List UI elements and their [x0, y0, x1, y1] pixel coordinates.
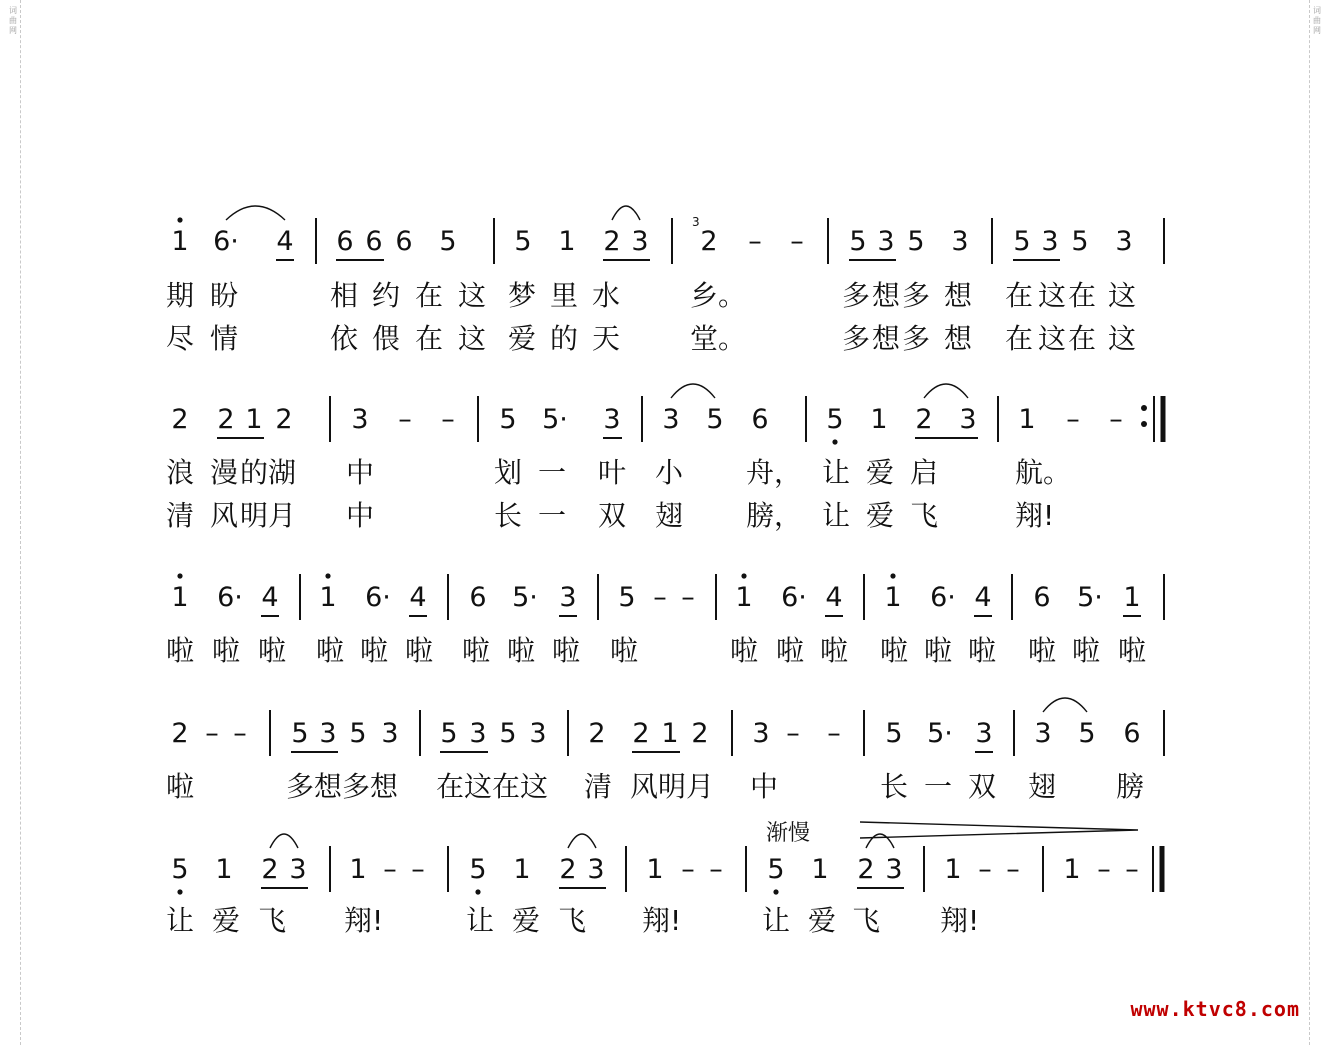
note: 1: [171, 226, 189, 257]
lyric-syllable: 啦: [610, 634, 639, 667]
octave-dot: [475, 889, 480, 894]
tempo-marking: 渐慢: [766, 821, 811, 846]
note: 3: [951, 226, 969, 257]
note: 5: [885, 718, 903, 749]
repeat-dot: [1141, 421, 1147, 427]
note: 2: [171, 404, 189, 435]
note: 2: [603, 226, 621, 257]
note: –: [411, 854, 425, 885]
lyric-syllable: 翅: [1028, 770, 1057, 803]
note: 2: [275, 404, 293, 435]
note: 1: [870, 404, 888, 435]
note: 3: [587, 854, 605, 885]
octave-dot: [325, 573, 330, 578]
lyric-syllable: 啦: [924, 634, 953, 667]
note: 3: [351, 404, 369, 435]
octave-dot: [177, 217, 182, 222]
note: 1: [884, 582, 902, 613]
note: 2: [588, 718, 606, 749]
lyric-syllable: 多想多想: [286, 770, 399, 803]
lyric-syllable: 啦: [1028, 634, 1057, 667]
note: 1: [646, 854, 664, 885]
lyric-syllable: 爱: [508, 322, 537, 355]
lyric-syllable: 啦: [1072, 634, 1101, 667]
lyric-syllable: 膀，: [746, 499, 803, 532]
note: 1: [811, 854, 829, 885]
lyric-syllable: 叶: [598, 456, 627, 489]
lyric-syllable: 飞: [558, 904, 587, 937]
lyric-syllable: 一: [538, 499, 567, 532]
note: –: [681, 582, 695, 613]
note: 1: [513, 854, 531, 885]
note: 5: [618, 582, 636, 613]
lyric-syllable: 双: [968, 770, 997, 803]
lyric-syllable: 啦: [462, 634, 491, 667]
repeat-dot: [1141, 405, 1147, 411]
lyric-syllable: 啦: [507, 634, 536, 667]
lyric-syllable: 这: [458, 279, 487, 312]
note: 1: [1063, 854, 1081, 885]
lyric-syllable: 这: [1038, 322, 1067, 355]
lyric-syllable: 啦: [968, 634, 997, 667]
note: 4: [261, 582, 279, 613]
lyric-syllable: 啦: [776, 634, 805, 667]
lyric-syllable: 翔!: [344, 904, 384, 937]
lyric-syllable: 划: [494, 456, 523, 489]
lyric-syllable: 啦: [166, 770, 195, 803]
note: 6·: [365, 582, 391, 613]
lyric-syllable: 相: [330, 279, 359, 312]
lyric-syllable: 在: [1005, 322, 1034, 355]
note: 5: [826, 404, 844, 435]
note: –: [398, 404, 412, 435]
note: 3: [631, 226, 649, 257]
note: 5·: [542, 404, 568, 435]
lyric-syllable: 梦: [508, 279, 537, 312]
lyric-syllable: 啦: [405, 634, 434, 667]
lyric-syllable: 的: [550, 322, 579, 355]
lyric-syllable: 这: [1108, 279, 1137, 312]
note: 2: [261, 854, 279, 885]
lyric-syllable: 启: [910, 456, 939, 489]
note: 1: [349, 854, 367, 885]
note: 5: [439, 226, 457, 257]
lyric-syllable: 爱: [866, 499, 895, 532]
lyric-syllable: 一: [924, 770, 953, 803]
note: 3: [1041, 226, 1059, 257]
note: 4: [825, 582, 843, 613]
lyric-syllable: 爱: [212, 904, 241, 937]
note: –: [233, 718, 247, 749]
lyric-syllable: 啦: [166, 634, 195, 667]
lyric-syllable: 在这在这: [436, 770, 549, 803]
note: 5: [849, 226, 867, 257]
note: 3: [319, 718, 337, 749]
lyric-syllable: 清: [584, 770, 613, 803]
note: 5: [514, 226, 532, 257]
lyric-syllable: 中: [346, 456, 375, 489]
note: –: [790, 226, 804, 257]
note: 6·: [217, 582, 243, 613]
octave-dot: [741, 573, 746, 578]
lyric-syllable: 飞: [852, 904, 881, 937]
note: –: [1066, 404, 1080, 435]
note: –: [383, 854, 397, 885]
lyric-syllable: 在: [1068, 279, 1097, 312]
lyric-syllable: 这: [458, 322, 487, 355]
note: 5·: [927, 718, 953, 749]
lyric-syllable: 月: [268, 499, 297, 532]
note: –: [205, 718, 219, 749]
note: 2: [857, 854, 875, 885]
note: 6: [1123, 718, 1141, 749]
lyric-syllable: 啦: [552, 634, 581, 667]
lyric-syllable: 爱: [866, 456, 895, 489]
lyric-syllable: 飞: [910, 499, 939, 532]
lyric-syllable: 翔!: [940, 904, 980, 937]
lyric-syllable: 双: [598, 499, 627, 532]
note: 2: [217, 404, 235, 435]
octave-dot: [177, 573, 182, 578]
note: 6: [395, 226, 413, 257]
lyric-syllable: 乡。: [690, 279, 747, 312]
slur: [612, 206, 640, 220]
lyric-syllable: 啦: [880, 634, 909, 667]
note: 3: [975, 718, 993, 749]
note: –: [748, 226, 762, 257]
lyric-syllable: 风明月: [630, 770, 715, 803]
note: 5·: [512, 582, 538, 613]
note: –: [441, 404, 455, 435]
lyric-syllable: 多: [902, 322, 931, 355]
note: 3: [289, 854, 307, 885]
note: 5·: [1077, 582, 1103, 613]
lyric-syllable: 翔!: [1015, 499, 1055, 532]
lyric-syllable: 在: [1068, 322, 1097, 355]
octave-dot: [177, 889, 182, 894]
note: 1: [944, 854, 962, 885]
note: 5: [440, 718, 458, 749]
note: –: [681, 854, 695, 885]
note: 1: [215, 854, 233, 885]
lyric-syllable: 的: [240, 456, 269, 489]
lyric-syllable: 尽: [166, 322, 195, 355]
lyric-syllable: 让: [822, 456, 851, 489]
note: 1: [171, 582, 189, 613]
note: 1: [319, 582, 337, 613]
lyric-syllable: 一: [538, 456, 567, 489]
lyric-syllable: 翅: [655, 499, 684, 532]
note: 5: [291, 718, 309, 749]
lyric-syllable: 依: [330, 322, 359, 355]
lyric-syllable: 这: [1108, 322, 1137, 355]
lyric-syllable: 啦: [730, 634, 759, 667]
note: 2: [632, 718, 650, 749]
slur: [1043, 698, 1087, 712]
lyric-syllable: 约: [372, 279, 401, 312]
note: 5: [1071, 226, 1089, 257]
slur: [924, 384, 968, 398]
lyric-syllable: 堂。: [690, 322, 747, 355]
note: 2: [691, 718, 709, 749]
note: 6·: [781, 582, 807, 613]
note: 2: [915, 404, 933, 435]
note: 3: [877, 226, 895, 257]
lyric-syllable: 啦: [360, 634, 389, 667]
note: 3: [381, 718, 399, 749]
note: 3: [469, 718, 487, 749]
grace-note: 3: [692, 215, 700, 229]
lyric-syllable: 爱: [512, 904, 541, 937]
note: 6: [751, 404, 769, 435]
note: 5: [171, 854, 189, 885]
note: 5: [499, 404, 517, 435]
lyric-syllable: 明: [240, 499, 269, 532]
note: 1: [1018, 404, 1036, 435]
lyric-syllable: 啦: [820, 634, 849, 667]
lyric-syllable: 想: [944, 279, 973, 312]
lyric-syllable: 让: [762, 904, 791, 937]
site-watermark: www.ktvc8.com: [1130, 997, 1300, 1021]
lyric-syllable: 航。: [1015, 456, 1072, 489]
note: 3: [752, 718, 770, 749]
lyric-syllable: 想: [872, 322, 901, 355]
note: 6·: [213, 226, 239, 257]
note: 5: [469, 854, 487, 885]
note: 5: [499, 718, 517, 749]
slur: [568, 834, 596, 848]
lyric-syllable: 在: [1005, 279, 1034, 312]
note: 1: [558, 226, 576, 257]
note: 5: [349, 718, 367, 749]
note: –: [1125, 854, 1139, 885]
note: –: [1097, 854, 1111, 885]
note: 6·: [930, 582, 956, 613]
lyric-syllable: 水: [592, 279, 621, 312]
note: 2: [171, 718, 189, 749]
note: 6: [1033, 582, 1051, 613]
lyric-syllable: 中: [346, 499, 375, 532]
note: 3: [959, 404, 977, 435]
note: 4: [409, 582, 427, 613]
note: –: [978, 854, 992, 885]
note: 3: [662, 404, 680, 435]
lyric-syllable: 漫: [210, 456, 239, 489]
lyric-syllable: 翔!: [642, 904, 682, 937]
lyric-syllable: 期: [166, 279, 195, 312]
note: 1: [245, 404, 263, 435]
edge-mark: 词曲网: [9, 6, 17, 35]
lyric-syllable: 中: [750, 770, 779, 803]
lyric-syllable: 啦: [212, 634, 241, 667]
lyric-syllable: 浪: [166, 456, 195, 489]
note: 6: [336, 226, 354, 257]
note: 5: [1078, 718, 1096, 749]
note: –: [709, 854, 723, 885]
note: 1: [661, 718, 679, 749]
edge-mark: 词曲网: [1313, 6, 1321, 35]
note: 5: [706, 404, 724, 435]
note: 2: [559, 854, 577, 885]
octave-dot: [773, 889, 778, 894]
slur: [270, 834, 298, 848]
note: –: [786, 718, 800, 749]
note: –: [827, 718, 841, 749]
diminuendo-wedge: [860, 822, 1138, 838]
note: 3: [529, 718, 547, 749]
note: 5: [907, 226, 925, 257]
lyric-syllable: 天: [592, 322, 621, 355]
slur: [226, 206, 285, 220]
lyric-syllable: 在: [415, 279, 444, 312]
lyric-syllable: 湖: [268, 456, 297, 489]
lyric-syllable: 啦: [1118, 634, 1147, 667]
lyric-syllable: 膀: [1116, 770, 1145, 803]
lyric-syllable: 风: [210, 499, 239, 532]
lyric-syllable: 爱: [808, 904, 837, 937]
lyric-syllable: 长: [494, 499, 523, 532]
lyric-syllable: 多: [842, 322, 871, 355]
lyric-syllable: 让: [466, 904, 495, 937]
lyric-syllable: 舟，: [746, 456, 803, 489]
note: 3: [885, 854, 903, 885]
note: 3: [559, 582, 577, 613]
lyric-syllable: 多: [902, 279, 931, 312]
note: 4: [974, 582, 992, 613]
lyric-syllable: 清: [166, 499, 195, 532]
lyric-syllable: 飞: [258, 904, 287, 937]
lyric-syllable: 小: [655, 456, 684, 489]
lyric-syllable: 里: [550, 279, 579, 312]
lyric-syllable: 情: [210, 322, 239, 355]
note: 5: [1013, 226, 1031, 257]
lyric-syllable: 啦: [258, 634, 287, 667]
lyric-syllable: 盼: [210, 279, 239, 312]
lyric-syllable: 长: [880, 770, 909, 803]
lyric-syllable: 偎: [372, 322, 401, 355]
octave-dot: [890, 573, 895, 578]
lyric-syllable: 让: [822, 499, 851, 532]
lyric-syllable: 啦: [316, 634, 345, 667]
slur: [671, 384, 715, 398]
note: –: [1006, 854, 1020, 885]
lyric-syllable: 在: [415, 322, 444, 355]
note: 5: [767, 854, 785, 885]
lyric-syllable: 想: [944, 322, 973, 355]
note: 3: [1115, 226, 1133, 257]
note: 1: [735, 582, 753, 613]
note: 6: [365, 226, 383, 257]
note: 3: [1034, 718, 1052, 749]
slur: [866, 834, 894, 848]
note: 2: [700, 226, 718, 257]
note: 6: [469, 582, 487, 613]
note: –: [653, 582, 667, 613]
lyric-syllable: 这: [1038, 279, 1067, 312]
lyric-syllable: 想: [872, 279, 901, 312]
octave-dot: [832, 439, 837, 444]
lyric-syllable: 让: [166, 904, 195, 937]
lyric-syllable: 多: [842, 279, 871, 312]
note: 3: [603, 404, 621, 435]
note: –: [1109, 404, 1123, 435]
note: 1: [1123, 582, 1141, 613]
note: 4: [276, 226, 294, 257]
